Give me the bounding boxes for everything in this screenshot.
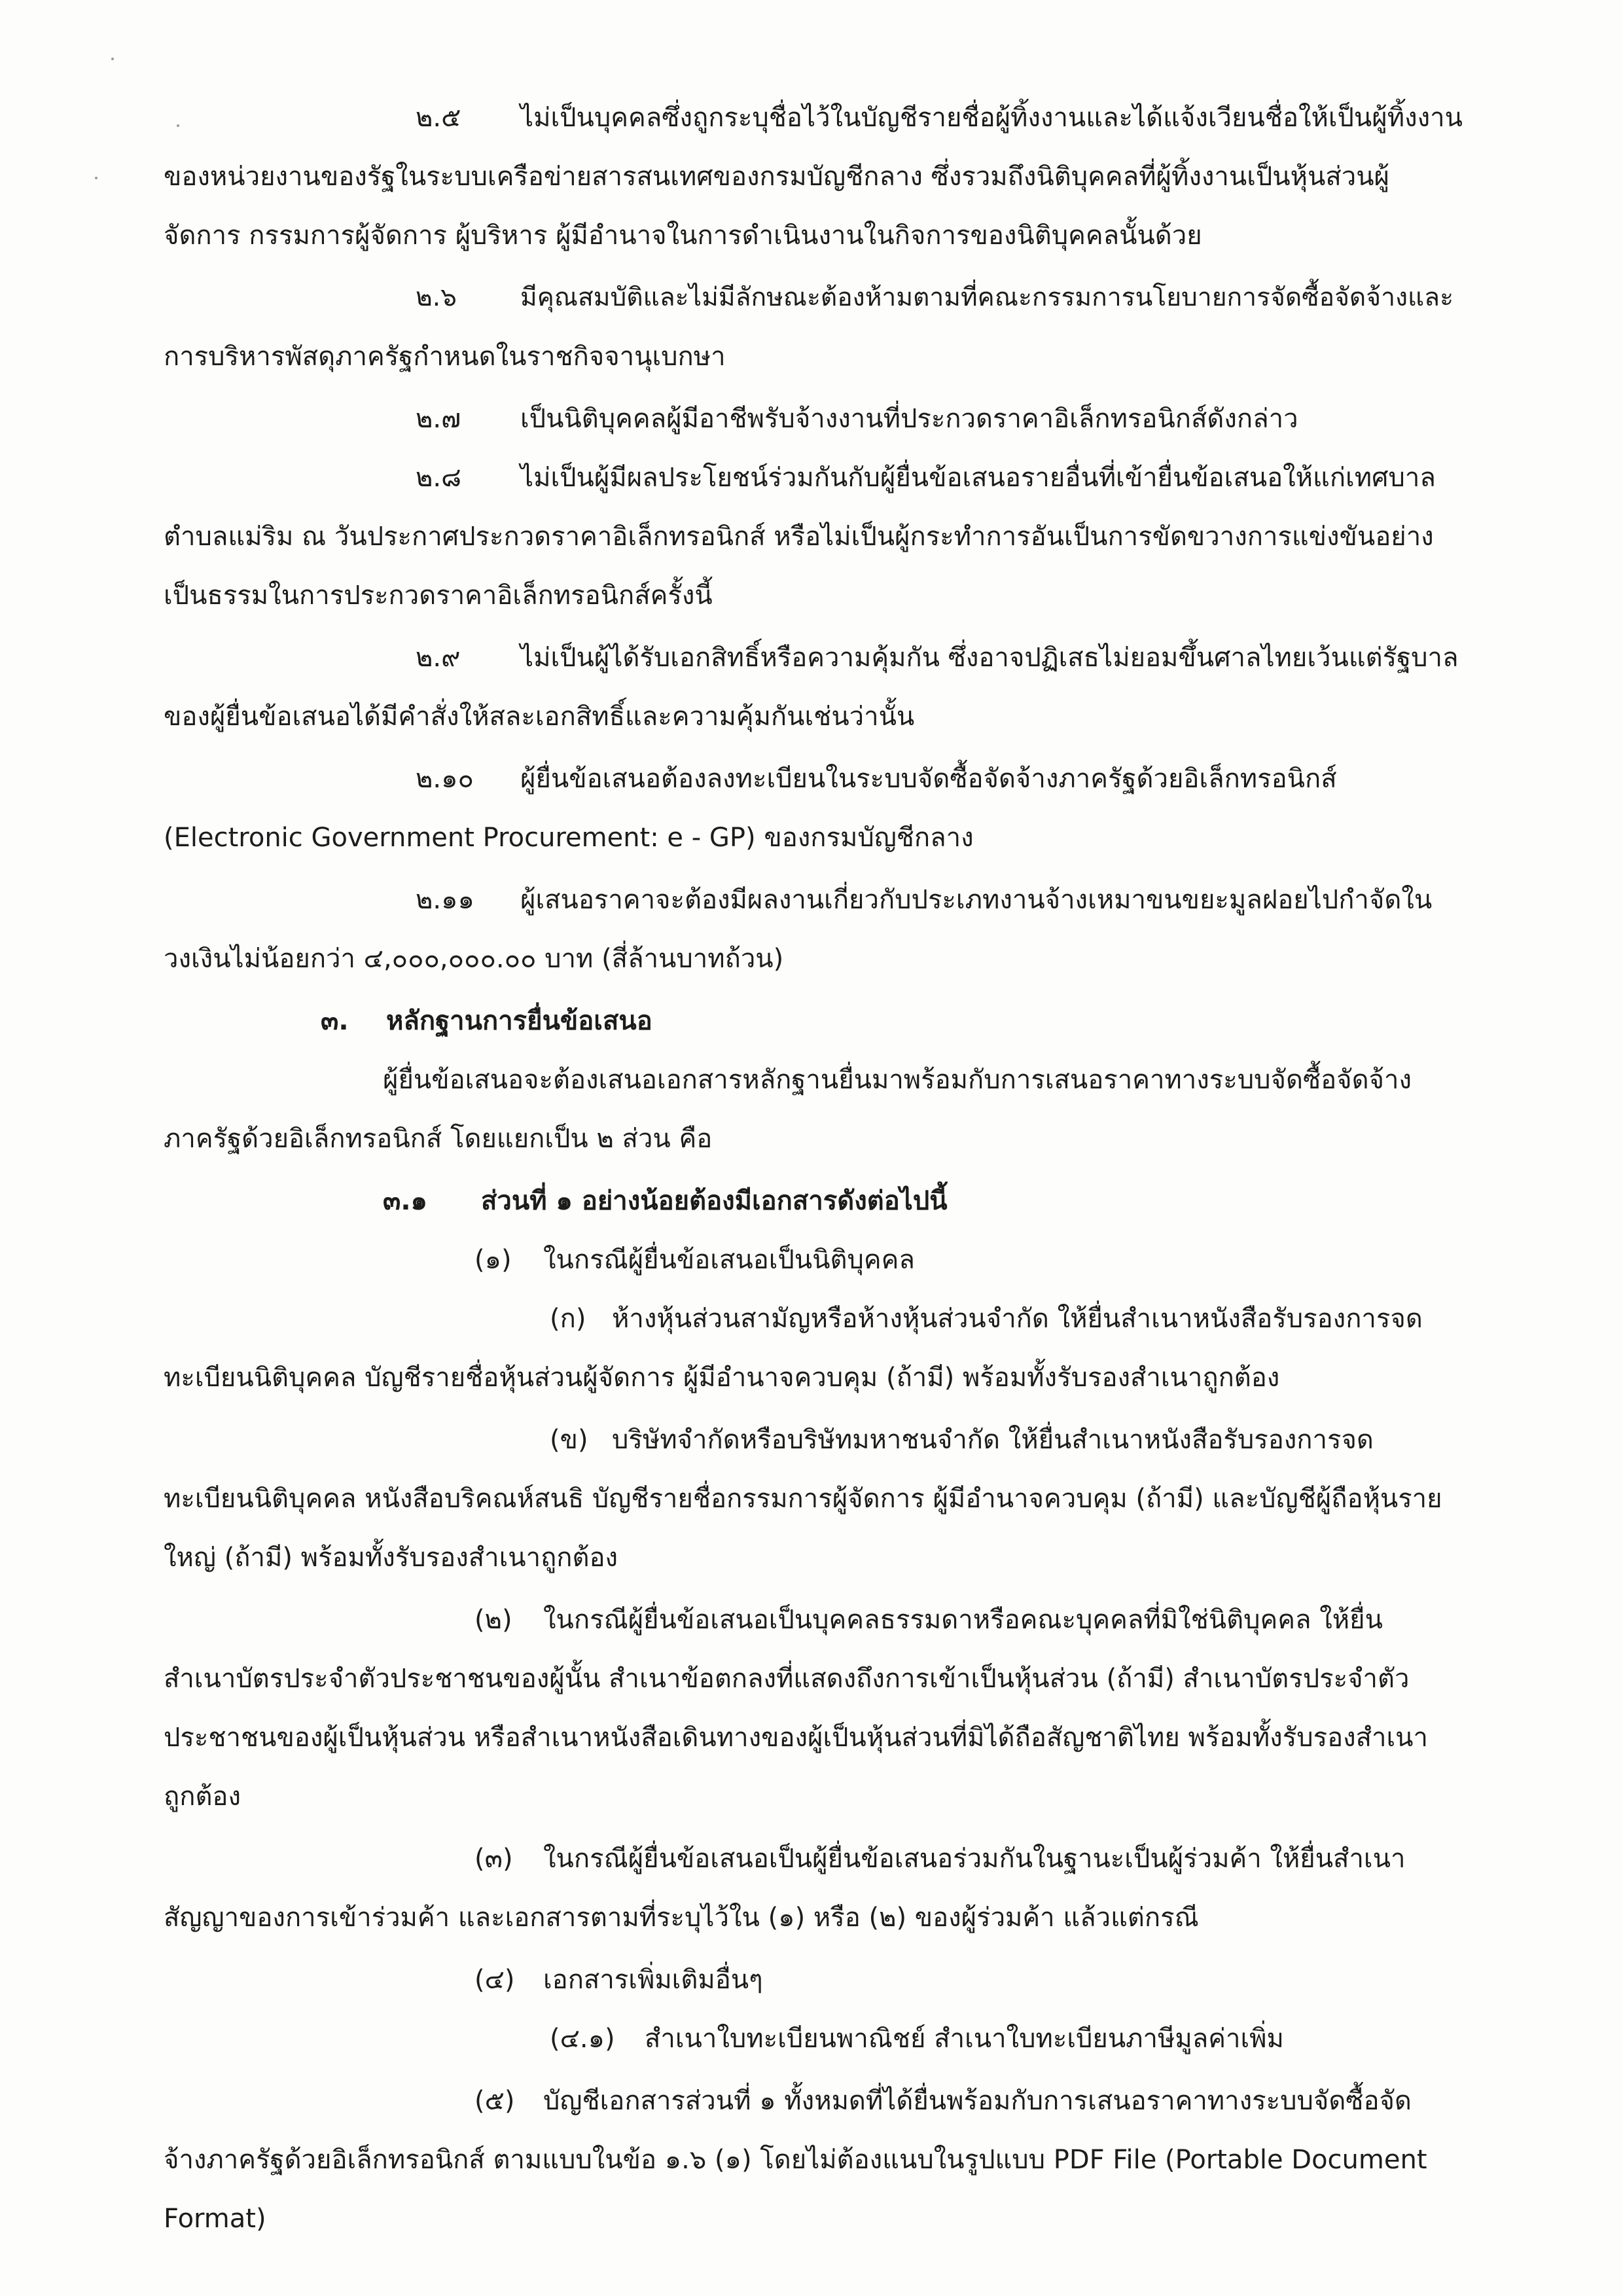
item-5 <box>164 2081 1466 2121</box>
clause-number: ๒.๑๑ <box>416 885 474 915</box>
item-1-kho <box>164 1420 1466 1460</box>
body-line <box>164 1659 1466 1698</box>
line-text: ถูกต้อง <box>164 1782 241 1812</box>
clause-text: เป็นนิติบุคคลผู้มีอาชีพรับจ้างงานที่ประกวดราคาอิเล็กทรอนิกส์ดังกล่าว <box>520 404 1298 434</box>
line-text: Format) <box>164 2204 266 2234</box>
body-line <box>164 1718 1466 1757</box>
scan-speck <box>95 177 98 179</box>
body-line <box>164 1119 1466 1158</box>
line-text: ใหญ่ (ถ้ามี) พร้อมทั้งรับรองสำเนาถูกต้อง <box>164 1543 618 1573</box>
body-line <box>164 1358 1466 1397</box>
item-number: (ข) <box>550 1425 588 1455</box>
body-line <box>164 697 1466 736</box>
item-text: บัญชีเอกสารส่วนที่ ๑ ทั้งหมดที่ได้ยื่นพร้อมกับการเสนอราคาทางระบบจัดซื้อจัด <box>543 2086 1412 2116</box>
section-3-heading <box>164 1001 1466 1041</box>
body-line <box>164 818 1466 857</box>
line-text: จ้างภาครัฐด้วยอิเล็กทรอนิกส์ ตามแบบในข้อ ๑.๖ (๑) โดยไม่ต้องแนบในรูปแบบ PDF File (Portable Document <box>164 2145 1427 2175</box>
line-text: ผู้ยื่นข้อเสนอจะต้องเสนอเอกสารหลักฐานยื่นมาพร้อมกับการเสนอราคาทางระบบจัดซื้อจัดจ้าง <box>383 1065 1412 1095</box>
clause-text: มีคุณสมบัติและไม่มีลักษณะต้องห้ามตามที่คณะกรรมการนโยบายการจัดซื้อจัดจ้างและ <box>520 283 1454 312</box>
item-number: (ก) <box>550 1304 586 1334</box>
body-line <box>164 517 1466 556</box>
clause-number: ๒.๑๐ <box>416 764 474 794</box>
item-4-1 <box>164 2019 1466 2058</box>
line-text: ของผู้ยื่นข้อเสนอได้มีคำสั่งให้สละเอกสิทธิ์และความคุ้มกันเช่นว่านั้น <box>164 702 915 732</box>
clause-2-7-line-1 <box>164 399 1466 439</box>
body-line <box>164 216 1466 255</box>
item-1 <box>164 1240 1466 1280</box>
clause-number: ๒.๙ <box>416 643 461 673</box>
item-text: ในกรณีผู้ยื่นข้อเสนอเป็นผู้ยื่นข้อเสนอร่วมกันในฐานะเป็นผู้ร่วมค้า ให้ยื่นสำเนา <box>543 1844 1406 1874</box>
line-text: วงเงินไม่น้อยกว่า ๔,๐๐๐,๐๐๐.๐๐ บาท (สี่ล้านบาทถ้วน) <box>164 944 784 974</box>
subsection-number: ๓.๑ <box>383 1186 427 1216</box>
line-text: สำเนาบัตรประจำตัวประชาชนของผู้นั้น สำเนาข้อตกลงที่แสดงถึงการเข้าเป็นหุ้นส่วน (ถ้ามี) สำเนาบัตรประจำตัว <box>164 1664 1410 1694</box>
clause-2-10-line-1 <box>164 759 1466 798</box>
body-line <box>164 1479 1466 1518</box>
clause-2-5-line-1 <box>164 98 1466 137</box>
section-3-intro <box>164 1060 1466 1100</box>
item-text: บริษัทจำกัดหรือบริษัทมหาชนจำกัด ให้ยื่นสำเนาหนังสือรับรองการจด <box>612 1425 1374 1455</box>
body-line <box>164 1538 1466 1577</box>
section-number: ๓. <box>321 1006 349 1036</box>
clause-text: ผู้เสนอราคาจะต้องมีผลงานเกี่ยวกับประเภทงานจ้างเหมาขนขยะมูลฝอยไปกำจัดใน <box>520 885 1433 915</box>
item-1-ko <box>164 1299 1466 1338</box>
item-text: เอกสารเพิ่มเติมอื่นๆ <box>543 1965 763 1995</box>
clause-2-8-line-1 <box>164 458 1466 497</box>
line-text: ตำบลแม่ริม ณ วันประกาศประกวดราคาอิเล็กทรอนิกส์ หรือไม่เป็นผู้กระทำการอันเป็นการขัดขวางการแข่งขันอย่าง <box>164 522 1434 552</box>
item-number: (๔) <box>474 1965 515 1995</box>
line-text: การบริหารพัสดุภาครัฐกำหนดในราชกิจจานุเบกษา <box>164 342 726 372</box>
clause-2-11-line-1 <box>164 880 1466 920</box>
item-number: (๔.๑) <box>550 2024 615 2054</box>
subsection-3-1-heading <box>164 1181 1466 1221</box>
clause-2-9-line-1 <box>164 638 1466 677</box>
item-2 <box>164 1600 1466 1640</box>
clause-number: ๒.๘ <box>416 463 461 493</box>
clause-2-6-line-1 <box>164 278 1466 317</box>
line-text: ทะเบียนนิติบุคคล หนังสือบริคณห์สนธิ บัญชีรายชื่อกรรมการผู้จัดการ ผู้มีอำนาจควบคุม (ถ้ามี) และบัญชีผู้ถือหุ้นราย <box>164 1484 1442 1514</box>
line-text: จัดการ กรรมการผู้จัดการ ผู้บริหาร ผู้มีอำนาจในการดำเนินงานในกิจการของนิติบุคคลนั้นด้วย <box>164 221 1202 251</box>
line-text: เป็นธรรมในการประกวดราคาอิเล็กทรอนิกส์ครั้งนี้ <box>164 581 713 611</box>
subsection-title: ส่วนที่ ๑ อย่างน้อยต้องมีเอกสารดังต่อไปนี้ <box>481 1186 948 1216</box>
body-line <box>164 1898 1466 1937</box>
clause-number: ๒.๖ <box>416 283 457 312</box>
line-text: (Electronic Government Procurement: e - GP) ของกรมบัญชีกลาง <box>164 823 974 853</box>
body-line <box>164 576 1466 615</box>
item-text: ห้างหุ้นส่วนสามัญหรือห้างหุ้นส่วนจำกัด ให้ยื่นสำเนาหนังสือรับรองการจด <box>612 1304 1423 1334</box>
clause-text: ไม่เป็นผู้ได้รับเอกสิทธิ์หรือความคุ้มกัน ซึ่งอาจปฏิเสธไม่ยอมขึ้นศาลไทยเว้นแต่รัฐบาล <box>520 643 1459 673</box>
line-text: ประชาชนของผู้เป็นหุ้นส่วน หรือสำเนาหนังสือเดินทางของผู้เป็นหุ้นส่วนที่มิได้ถือสัญชาติไทย พร้อมทั้งรับรองสำเนา <box>164 1723 1428 1753</box>
item-number: (๒) <box>474 1605 512 1635</box>
body-line <box>164 2199 1466 2238</box>
item-3 <box>164 1839 1466 1878</box>
clause-text: ไม่เป็นผู้มีผลประโยชน์ร่วมกันกับผู้ยื่นข้อเสนอรายอื่นที่เข้ายื่นข้อเสนอให้แก่เทศบาล <box>520 463 1436 493</box>
item-number: (๑) <box>474 1245 512 1275</box>
body-line <box>164 1777 1466 1816</box>
item-4 <box>164 1960 1466 2000</box>
clause-text: ผู้ยื่นข้อเสนอต้องลงทะเบียนในระบบจัดซื้อจัดจ้างภาครัฐด้วยอิเล็กทรอนิกส์ <box>520 764 1337 794</box>
line-text: ทะเบียนนิติบุคคล บัญชีรายชื่อหุ้นส่วนผู้จัดการ ผู้มีอำนาจควบคุม (ถ้ามี) พร้อมทั้งรับรองสำเนาถูกต้อง <box>164 1363 1280 1393</box>
line-text: สัญญาของการเข้าร่วมค้า และเอกสารตามที่ระบุไว้ใน (๑) หรือ (๒) ของผู้ร่วมค้า แล้วแต่กรณี <box>164 1903 1199 1933</box>
body-line <box>164 939 1466 978</box>
item-text: ในกรณีผู้ยื่นข้อเสนอเป็นนิติบุคคล <box>543 1245 915 1275</box>
line-text: ของหน่วยงานของรัฐในระบบเครือข่ายสารสนเทศของกรมบัญชีกลาง ซึ่งรวมถึงนิติบุคคลที่ผู้ทิ้งงานเป็นหุ้นส่วนผู้ <box>164 162 1389 192</box>
scan-speck <box>111 58 114 60</box>
item-number: (๓) <box>474 1844 513 1874</box>
body-line <box>164 157 1466 196</box>
clause-number: ๒.๗ <box>416 404 461 434</box>
section-title: หลักฐานการยื่นข้อเสนอ <box>386 1006 652 1036</box>
line-text: ภาครัฐด้วยอิเล็กทรอนิกส์ โดยแยกเป็น ๒ ส่วน คือ <box>164 1124 713 1154</box>
body-line <box>164 337 1466 376</box>
clause-number: ๒.๕ <box>416 103 461 133</box>
body-line <box>164 2140 1466 2179</box>
item-number: (๕) <box>474 2086 515 2116</box>
clause-text: ไม่เป็นบุคคลซึ่งถูกระบุชื่อไว้ในบัญชีรายชื่อผู้ทิ้งงานและได้แจ้งเวียนชื่อให้เป็นผู้ทิ้งงาน <box>520 103 1463 133</box>
item-text: สำเนาใบทะเบียนพาณิชย์ สำเนาใบทะเบียนภาษีมูลค่าเพิ่ม <box>645 2024 1284 2054</box>
item-text: ในกรณีผู้ยื่นข้อเสนอเป็นบุคคลธรรมดาหรือคณะบุคคลที่มิใช่นิติบุคคล ให้ยื่น <box>543 1605 1383 1635</box>
